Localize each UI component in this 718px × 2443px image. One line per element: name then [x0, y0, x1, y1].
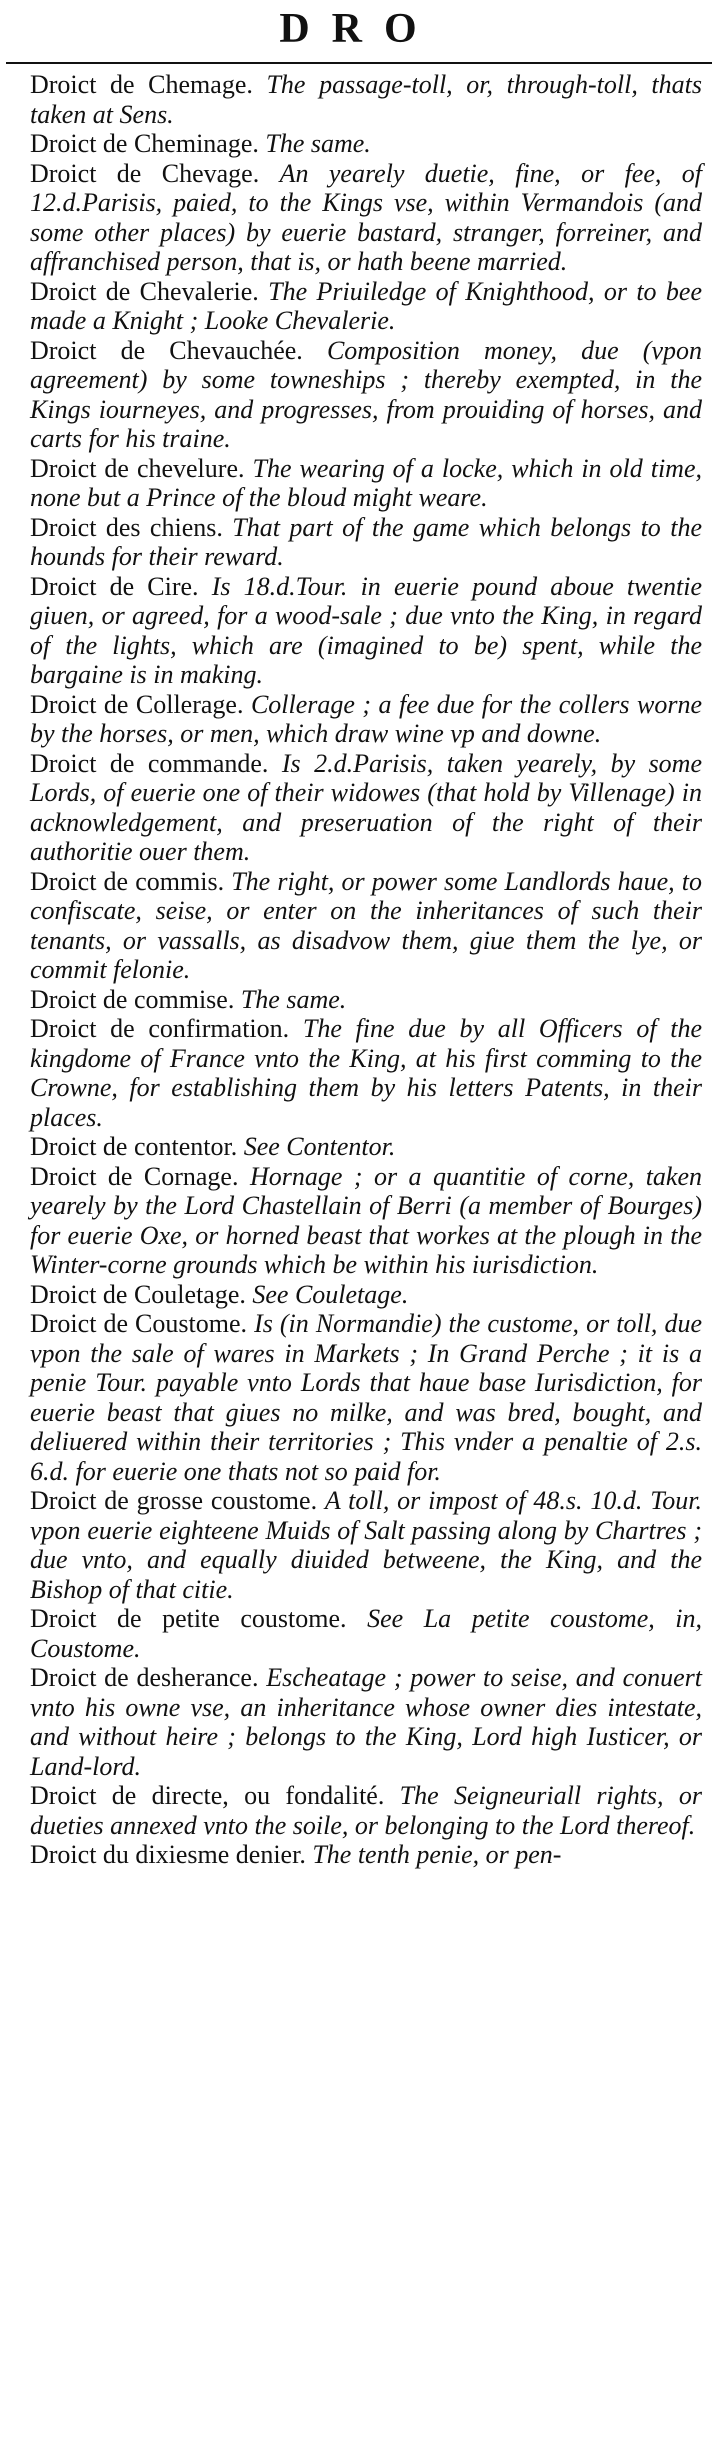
entry-headword: Droict de grosse coustome. [30, 1486, 318, 1515]
dictionary-entry [30, 1486, 702, 1604]
entry-headword: Droict de Chemage. [30, 70, 253, 99]
entry-definition: Collerage ; a fee due for the collers worne by the horses, or men, which draw wine vp and downe. [30, 689, 703, 748]
entry-headword: Droict de chevelure. [30, 453, 245, 483]
entry-headword: Droict de commise. [30, 984, 235, 1014]
dictionary-entry [30, 513, 702, 572]
entry-definition: The wearing of a locke, which in old time, none but a Prince of the bloud might weare. [30, 453, 703, 512]
dictionary-entry [30, 1280, 702, 1310]
dictionary-entry [30, 70, 702, 129]
dictionary-entry [30, 1014, 702, 1132]
entry-headword: Droict de desherance. [30, 1663, 259, 1692]
dictionary-entry [30, 336, 702, 454]
entry-headword: Droict des chiens. [30, 512, 223, 542]
entry-definition: The Seigneuriall rights, or dueties annexed vnto the soile, or belonging to the Lord thereof. [30, 1781, 702, 1840]
dictionary-entry [30, 1132, 702, 1162]
entry-headword: Droict de Couletage. [30, 1279, 246, 1309]
entry-headword: Droict de contentor. [30, 1132, 238, 1161]
dictionary-entry [30, 690, 702, 749]
dictionary-entry [30, 749, 702, 867]
entry-definition: That part of the game which belongs to the hounds for their reward. [30, 512, 702, 571]
dictionary-entry [30, 867, 702, 985]
entry-headword: Droict de Cire. [30, 571, 199, 601]
entry-definition: See Contentor. [243, 1132, 396, 1161]
entry-headword: Droict de Collerage. [30, 689, 244, 719]
dictionary-entry [30, 572, 702, 690]
entry-definition: A toll, or impost of 48.s. 10.d. Tour. vpon euerie eighteene Muids of Salt passing along by Chartres ; due vnto, and equally diuided betweene, the King, and the Bishop of that citie. [30, 1486, 703, 1604]
entry-headword: Droict de commande. [30, 748, 269, 778]
entry-headword: Droict de Cheminage. [30, 129, 259, 158]
entry-definition: Is (in Normandie) the custome, or toll, due vpon the sale of wares in Markets ; In Grand Perche ; it is a penie Tour. payable vnto Lords that haue base Iurisdiction, for euerie beast that giues no milke, and was bred, bought, and deliuered within their territories ; This vnder a penaltie of 2.s. 6.d. for euerie one thats not so paid for. [30, 1309, 702, 1486]
entry-headword: Droict de petite coustome. [30, 1604, 347, 1633]
entry-definition: See La petite coustome, in, Coustome. [30, 1604, 703, 1663]
entry-definition: Is 18.d.Tour. in euerie pound aboue twentie giuen, or agreed, for a wood-sale ; due vnto the King, in regard of the lights, which are (imagined to be) spent, while the bargaine is in making. [30, 571, 702, 689]
entry-headword: Droict de Chevauchée. [30, 335, 303, 365]
entry-definition: The same. [265, 129, 371, 158]
entry-definition: See Couletage. [252, 1279, 409, 1309]
entry-definition: The fine due by all Officers of the kingdome of France vnto the King, at his first comming to the Crowne, for establishing them by his letters Patents, in their places. [30, 1014, 703, 1132]
dictionary-entry [30, 129, 702, 159]
entry-list [30, 70, 702, 1870]
dictionary-entry [30, 1604, 702, 1663]
entry-definition: The same. [240, 984, 347, 1014]
entry-definition: The passage-toll, or, through-toll, thats taken at Sens. [30, 70, 702, 129]
entry-definition: The tenth penie, or pen- [312, 1840, 562, 1869]
entry-headword: Droict de Cornage. [30, 1161, 239, 1191]
dictionary-entry [30, 159, 702, 277]
entry-headword: Droict de Coustome. [30, 1309, 248, 1338]
entry-definition: Is 2.d.Parisis, taken yearely, by some Lords, of euerie one of their widowes (that hold by Villenage) in acknowledgement, and preseruation of the right of their authoritie ouer them. [30, 748, 702, 866]
dictionary-entry [30, 985, 702, 1015]
dictionary-entry [30, 1309, 702, 1486]
entry-headword: Droict de confirmation. [30, 1014, 290, 1043]
entry-definition: An yearely duetie, fine, or fee, of 12.d.Parisis, paied, to the Kings vse, within Vermandois (and some other places) by euerie bastard, stranger, forreiner, and affranchised person, that is, or hath beene married. [30, 158, 702, 276]
entry-definition: The Priuiledge of Knighthood, or to bee made a Knight ; Looke Chevalerie. [30, 276, 702, 335]
entry-headword: Droict de Chevalerie. [30, 276, 259, 306]
entry-definition: Hornage ; or a quantitie of corne, taken yearely by the Lord Chastellain of Berri (a member of Bourges) for euerie Oxe, or horned beast that workes at the plough in the Winter-corne grounds which be within his iurisdiction. [30, 1161, 703, 1279]
entry-headword: Droict de Chevage. [30, 158, 260, 188]
dictionary-entry [30, 454, 702, 513]
entry-headword: Droict du dixiesme denier. [30, 1840, 306, 1869]
dictionary-entry [30, 1663, 702, 1781]
entry-definition: Composition money, due (vpon agreement) by some towneships ; thereby exempted, in the Kings iourneyes, and progresses, from prouiding of horses, and carts for his traine. [30, 335, 702, 453]
dictionary-entry [30, 1162, 702, 1280]
page-header: DRO [279, 6, 439, 52]
entry-headword: Droict de commis. [30, 866, 225, 896]
entry-definition: Escheatage ; power to seise, and conuert vnto his owne vse, an inheritance whose owner dies intestate, and without heire ; belongs to the King, Lord high Iusticer, or Land-lord. [30, 1663, 702, 1781]
dictionary-entry [30, 1781, 702, 1840]
entry-definition: The right, or power some Landlords haue, to confiscate, seise, or enter on the inheritances of such their tenants, or vassalls, as disadvow them, giue them the lye, or commit felonie. [30, 866, 703, 984]
dictionary-entry [30, 277, 702, 336]
header-rule [6, 62, 712, 64]
entry-headword: Droict de directe, ou fondalité. [30, 1781, 385, 1810]
dictionary-entry [30, 1840, 702, 1870]
